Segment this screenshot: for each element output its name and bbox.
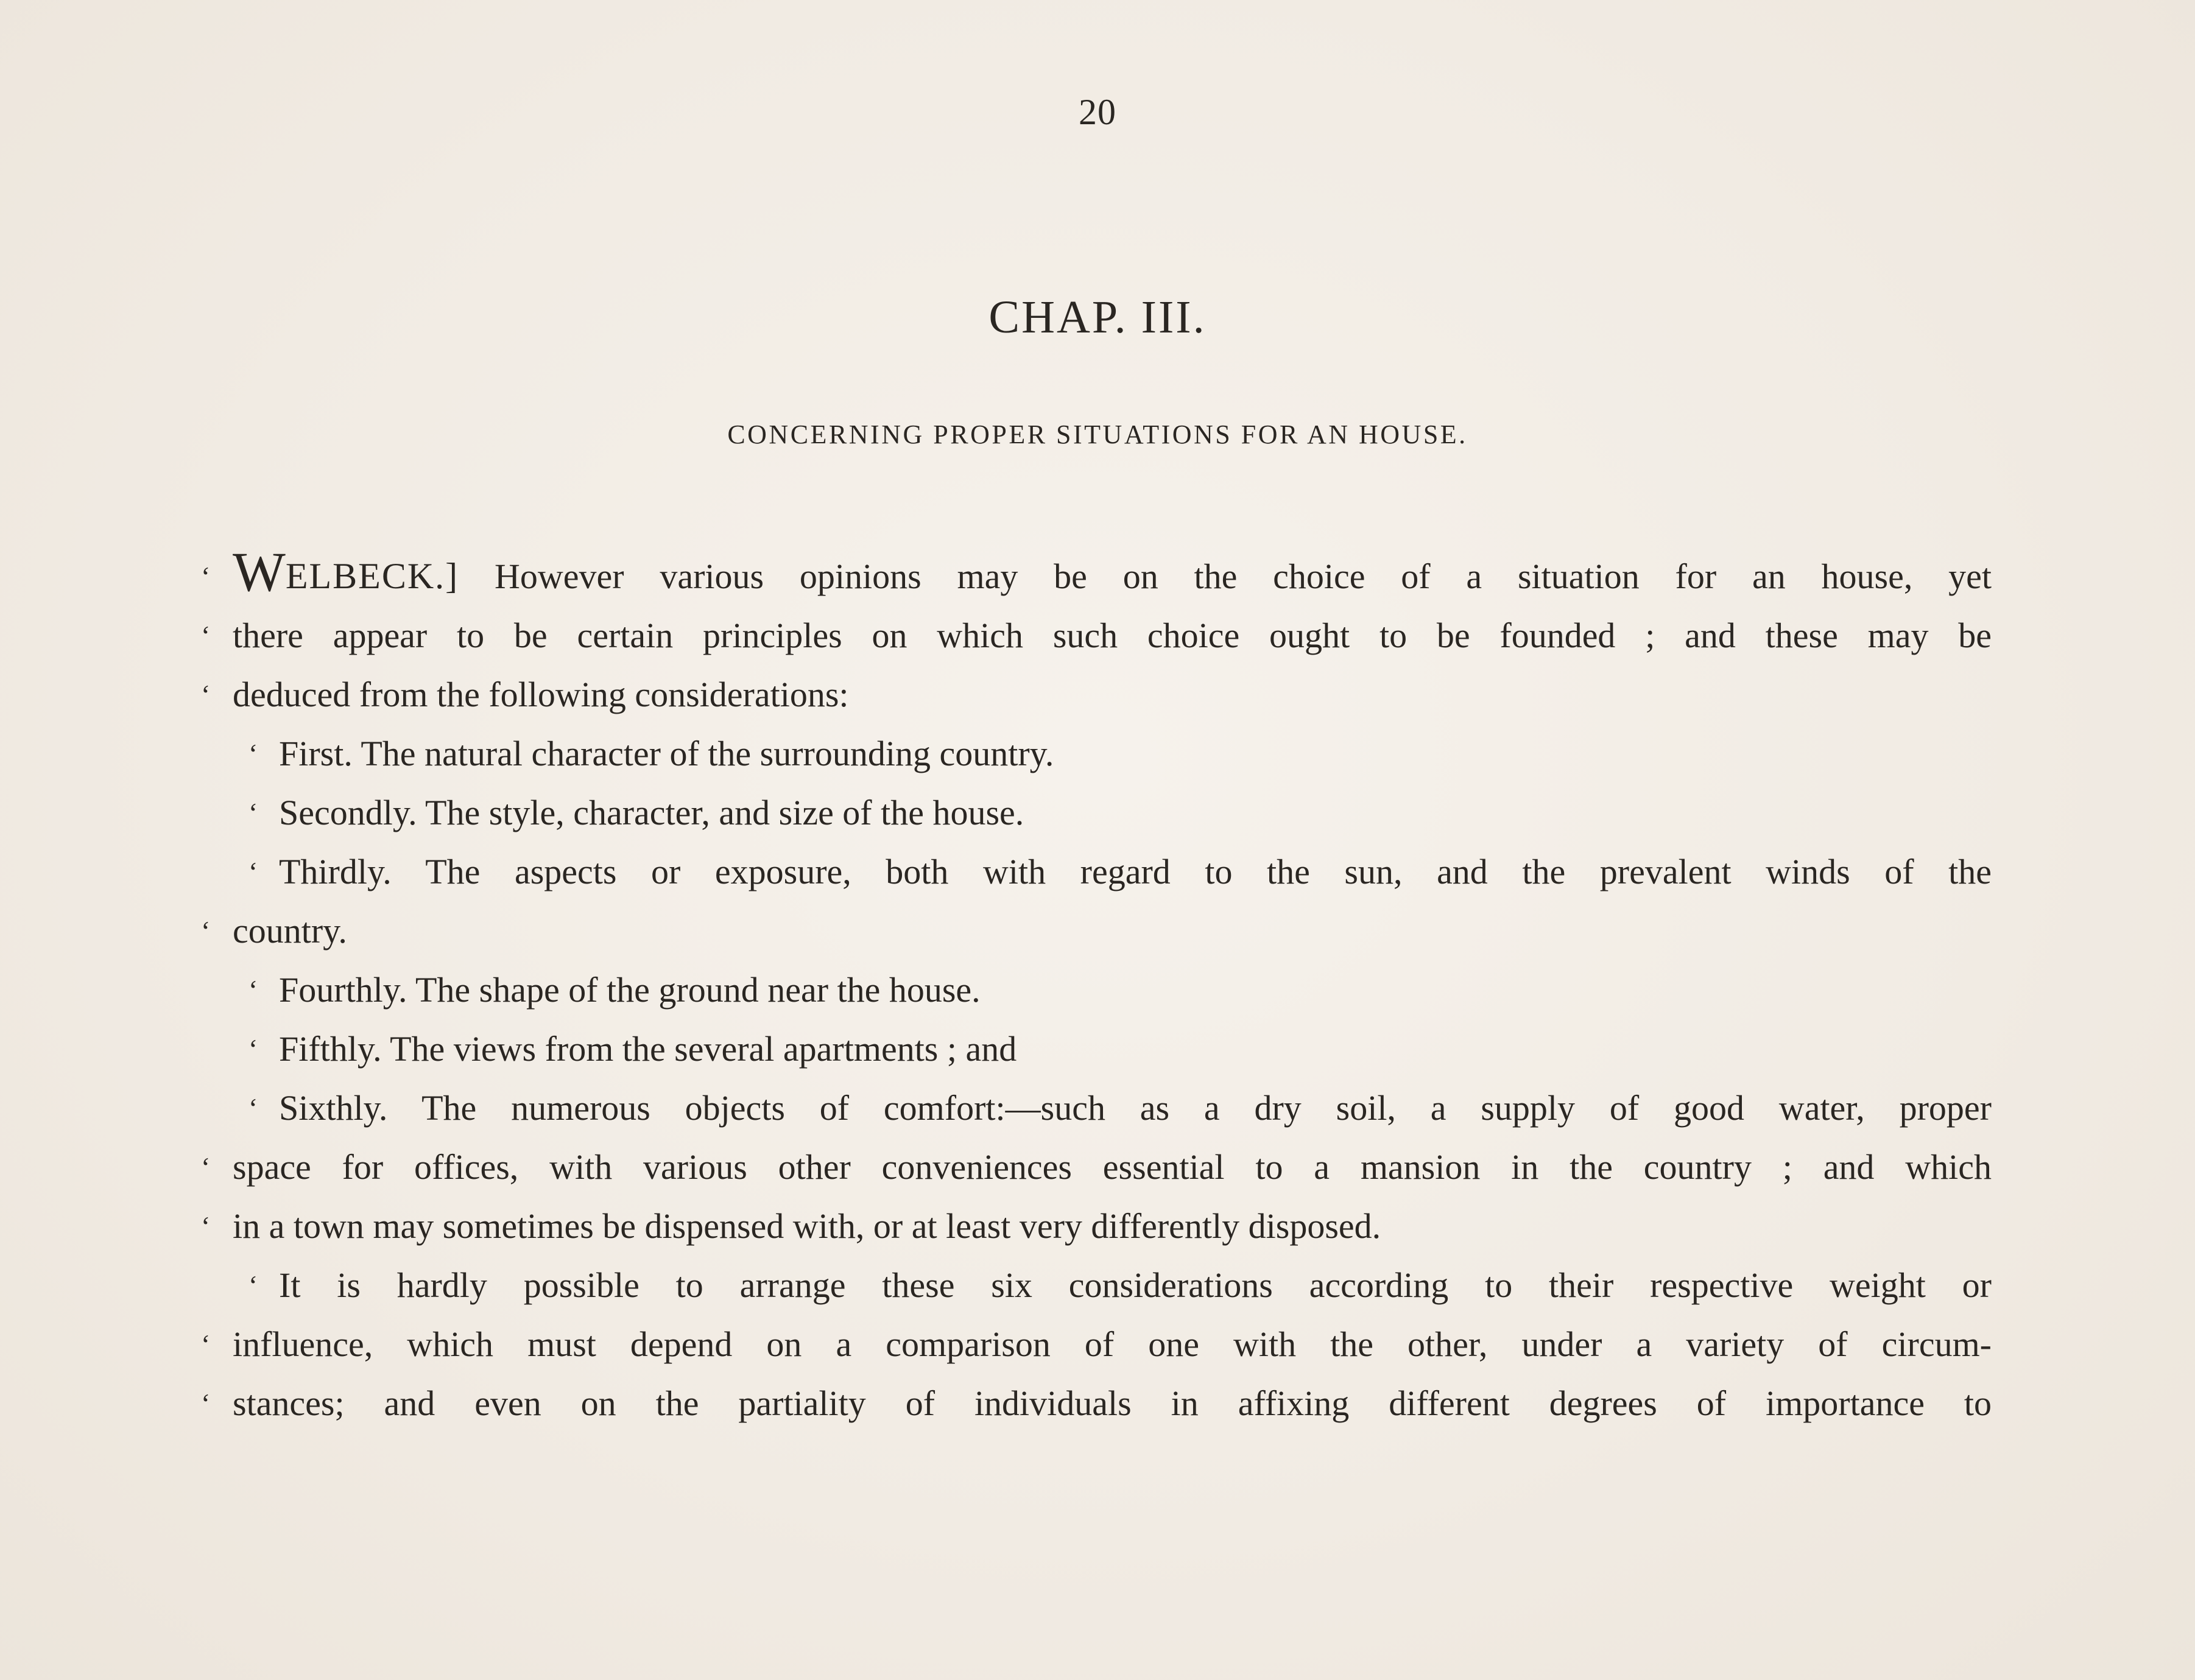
line-text: Secondly. The style, character, and size of the house. xyxy=(279,793,1024,832)
line-text: Fourthly. The shape of the ground near the house. xyxy=(279,970,981,1010)
text-line xyxy=(201,960,1992,1019)
text-line xyxy=(201,783,1992,842)
text-line xyxy=(201,901,1992,960)
text-line xyxy=(201,1256,1992,1315)
line-text: Fifthly. The views from the several apartments ; and xyxy=(279,1029,1017,1069)
drop-cap: W xyxy=(233,541,286,603)
text-line xyxy=(201,606,1992,665)
text-line xyxy=(201,1019,1992,1078)
text-line xyxy=(201,724,1992,783)
quote-mark: ‘ xyxy=(248,1270,258,1301)
line-text: country. xyxy=(233,911,347,951)
text-line xyxy=(201,541,1992,606)
quote-mark: ‘ xyxy=(201,915,211,946)
line-text: Thirdly. The aspects or exposure, both with regard to the sun, and the prevalent winds of the xyxy=(279,852,1992,891)
quote-mark: ‘ xyxy=(248,974,258,1005)
line-text: stances; and even on the partiality of individuals in affixing different degrees of importance to xyxy=(233,1383,1992,1423)
quote-mark: ‘ xyxy=(248,797,258,828)
line-text: influence, which must depend on a comparison of one with the other, under a variety of circum- xyxy=(233,1324,1992,1364)
quote-mark: ‘ xyxy=(201,679,211,710)
line-text-rest: However various opinions may be on the choice of a situation for an house, yet xyxy=(459,557,1992,596)
body-text xyxy=(201,541,1992,1433)
quote-mark: ‘ xyxy=(201,1329,211,1360)
text-line xyxy=(201,1078,1992,1137)
quote-mark: ‘ xyxy=(201,1388,211,1419)
quote-mark: ‘ xyxy=(201,561,211,592)
chapter-title: CHAP. III. xyxy=(988,292,1207,343)
quote-mark: ‘ xyxy=(248,1033,258,1064)
text-line xyxy=(201,842,1992,901)
quote-mark: ‘ xyxy=(248,738,258,769)
line-text: Sixthly. The numerous objects of comfort:—such as a dry soil, a supply of good water, proper xyxy=(279,1088,1992,1128)
line-text: First. The natural character of the surrounding country. xyxy=(279,734,1054,773)
quote-mark: ‘ xyxy=(248,1092,258,1123)
speaker-name: ELBECK.] xyxy=(285,556,459,596)
text-line xyxy=(201,1315,1992,1374)
line-text: there appear to be certain principles on which such choice ought to be founded ; and these may be xyxy=(233,616,1992,655)
line-text: space for offices, with various other conveniences essential to a mansion in the country ; and which xyxy=(233,1147,1992,1187)
quote-mark: ‘ xyxy=(201,620,211,651)
line-text: It is hardly possible to arrange these six considerations according to their respective weight or xyxy=(279,1265,1992,1305)
text-line xyxy=(201,1197,1992,1256)
text-line xyxy=(201,1374,1992,1433)
text-line xyxy=(201,1137,1992,1197)
line-text: deduced from the following considerations: xyxy=(233,675,849,714)
chapter-subtitle: CONCERNING PROPER SITUATIONS FOR AN HOUSE. xyxy=(727,420,1468,449)
quote-mark: ‘ xyxy=(201,1211,211,1242)
quote-mark: ‘ xyxy=(248,856,258,887)
quote-mark: ‘ xyxy=(201,1151,211,1183)
line-text: in a town may sometimes be dispensed with, or at least very differently disposed. xyxy=(233,1206,1381,1246)
page-number: 20 xyxy=(1079,92,1116,132)
line-text xyxy=(233,541,1992,606)
text-line xyxy=(201,665,1992,724)
